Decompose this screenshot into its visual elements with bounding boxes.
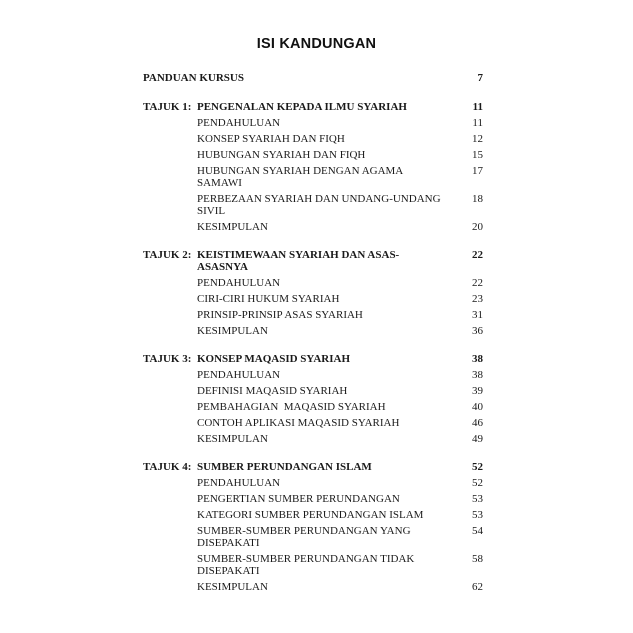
course-guide-label: PANDUAN KURSUS bbox=[143, 72, 244, 84]
topic-1-heading bbox=[143, 99, 483, 115]
topic-number: TAJUK 2: bbox=[143, 249, 192, 261]
toc-entry: PERBEZAAN SYARIAH DAN UNDANG-UNDANG SIVIL 18 bbox=[197, 193, 483, 217]
topic-title: SUMBER PERUNDANGAN ISLAM bbox=[197, 461, 372, 473]
toc-entry: KATEGORI SUMBER PERUNDANGAN ISLAM 53 bbox=[197, 509, 483, 521]
toc-entry: CONTOH APLIKASI MAQASID SYARIAH 46 bbox=[197, 417, 483, 429]
page-title: ISI KANDUNGAN bbox=[256, 36, 377, 52]
toc-entry: KESIMPULAN 62 bbox=[197, 581, 483, 593]
topic-title: KONSEP MAQASID SYARIAH bbox=[197, 353, 351, 365]
toc-entry: PENDAHULUAN 38 bbox=[197, 369, 483, 381]
toc-entry: KESIMPULAN 36 bbox=[197, 325, 483, 337]
topic-number: TAJUK 4: bbox=[143, 461, 192, 473]
course-guide-row bbox=[143, 70, 483, 86]
toc-entry: SUMBER-SUMBER PERUNDANGAN TIDAK DISEPAKATI 58 bbox=[197, 553, 483, 577]
toc-entry: CIRI-CIRI HUKUM SYARIAH 23 bbox=[197, 293, 483, 305]
toc-entry: KESIMPULAN 20 bbox=[197, 221, 483, 233]
topic-2-heading bbox=[143, 247, 483, 275]
topic-3-heading bbox=[143, 351, 483, 367]
toc-entry: PENGERTIAN SUMBER PERUNDANGAN 53 bbox=[197, 493, 483, 505]
topic-4-heading bbox=[143, 459, 483, 475]
topic-number: TAJUK 3: bbox=[143, 353, 192, 365]
topic-title: PENGENALAN KEPADA ILMU SYARIAH bbox=[197, 101, 407, 113]
topic-number: TAJUK 1: bbox=[143, 101, 192, 113]
table-of-contents bbox=[143, 70, 483, 595]
toc-entry: KONSEP SYARIAH DAN FIQH 12 bbox=[197, 133, 483, 145]
toc-entry: SUMBER-SUMBER PERUNDANGAN YANG DISEPAKATI 54 bbox=[197, 525, 483, 549]
course-guide-page: 7 bbox=[477, 72, 483, 84]
topic-page: 38 bbox=[472, 353, 483, 365]
toc-entry: HUBUNGAN SYARIAH DENGAN AGAMA SAMAWI 17 bbox=[197, 165, 483, 189]
toc-entry: PEMBAHAGIAN MAQASID SYARIAH 40 bbox=[197, 401, 483, 413]
toc-entry: HUBUNGAN SYARIAH DAN FIQH 15 bbox=[197, 149, 483, 161]
toc-entry: PENDAHULUAN 52 bbox=[197, 477, 483, 489]
toc-entry: PRINSIP-PRINSIP ASAS SYARIAH 31 bbox=[197, 309, 483, 321]
topic-page: 11 bbox=[472, 101, 483, 113]
toc-entry: PENDAHULUAN 22 bbox=[197, 277, 483, 289]
toc-entry: PENDAHULUAN 11 bbox=[197, 117, 483, 129]
topic-title: KEISTIMEWAAN SYARIAH DAN ASAS-ASASNYA bbox=[197, 249, 400, 273]
toc-entry: KESIMPULAN 49 bbox=[197, 433, 483, 445]
topic-page: 52 bbox=[472, 461, 483, 473]
topic-page: 22 bbox=[472, 249, 483, 261]
toc-entry: DEFINISI MAQASID SYARIAH 39 bbox=[197, 385, 483, 397]
